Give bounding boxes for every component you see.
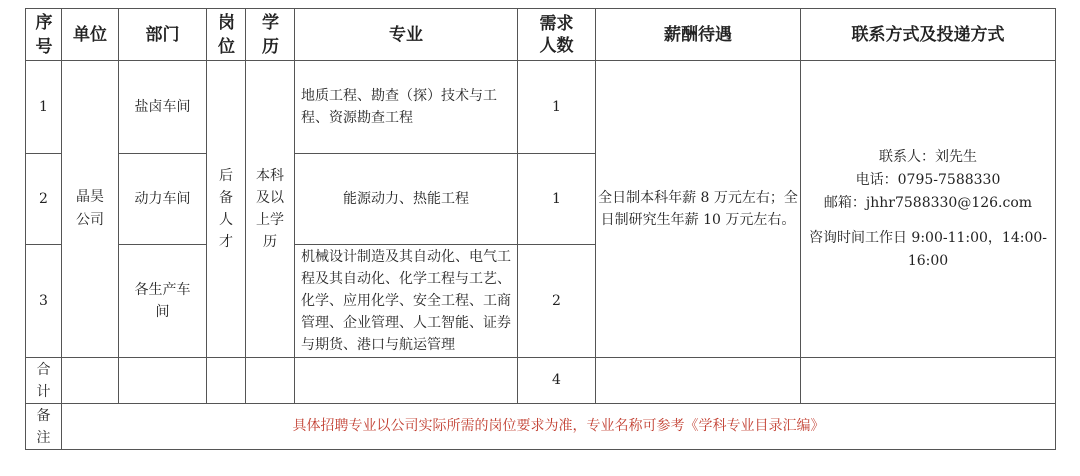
edu-cell: 本科及以上学历 [246,61,295,358]
contact-cell [801,61,1056,358]
header-seq: 序号 [26,9,62,61]
post-cell: 后备人才 [207,61,246,358]
total-label: 合计 [26,358,62,404]
total-empty [295,358,518,404]
total-empty [596,358,801,404]
row-3-major: 机械设计制造及其自动化、电气工程及其自动化、化学工程与工艺、化学、应用化学、安全工程、工商管理、企业管理、人工智能、证券与期货、港口与航运管理 [295,245,518,358]
remark-row [26,404,1056,450]
header-major: 专业 [295,9,518,61]
row-3-count: 2 [518,245,596,358]
row-1-seq: 1 [26,61,62,154]
unit-cell: 晶昊公司 [62,61,119,358]
row-2-seq: 2 [26,154,62,245]
row-1-major: 地质工程、勘查（探）技术与工程、资源勘查工程 [295,61,518,154]
header-salary: 薪酬待遇 [596,9,801,61]
header-contact: 联系方式及投递方式 [801,9,1056,61]
total-empty [801,358,1056,404]
row-3-seq: 3 [26,245,62,358]
table-row [26,61,1056,154]
header-unit: 单位 [62,9,119,61]
header-count: 需求人数 [518,9,596,61]
recruitment-table [25,8,1056,450]
total-empty [246,358,295,404]
total-empty [119,358,207,404]
total-empty [62,358,119,404]
contact-person: 联系人：刘先生 [879,148,977,165]
total-row [26,358,1056,404]
remark-label: 备注 [26,404,62,450]
contact-hours: 咨询时间工作日 9:00-11:00，14:00-16:00 [808,229,1048,269]
contact-email: 邮箱：jhhr7588330@126.com [823,194,1033,211]
header-dept: 部门 [119,9,207,61]
row-2-count: 1 [518,154,596,245]
row-2-dept: 动力车间 [119,154,207,245]
header-post: 岗位 [207,9,246,61]
remark-text: 具体招聘专业以公司实际所需的岗位要求为准，专业名称可参考《学科专业目录汇编》 [62,404,1056,450]
row-1-dept: 盐卤车间 [119,61,207,154]
salary-cell: 全日制本科年薪 8 万元左右；全日制研究生年薪 10 万元左右。 [596,61,801,358]
total-empty [207,358,246,404]
row-2-major: 能源动力、热能工程 [295,154,518,245]
total-count: 4 [518,358,596,404]
header-edu: 学历 [246,9,295,61]
contact-phone: 电话：0795-7588330 [855,171,1001,188]
row-1-count: 1 [518,61,596,154]
row-3-dept: 各生产车间 [119,245,207,358]
header-row [26,9,1056,61]
